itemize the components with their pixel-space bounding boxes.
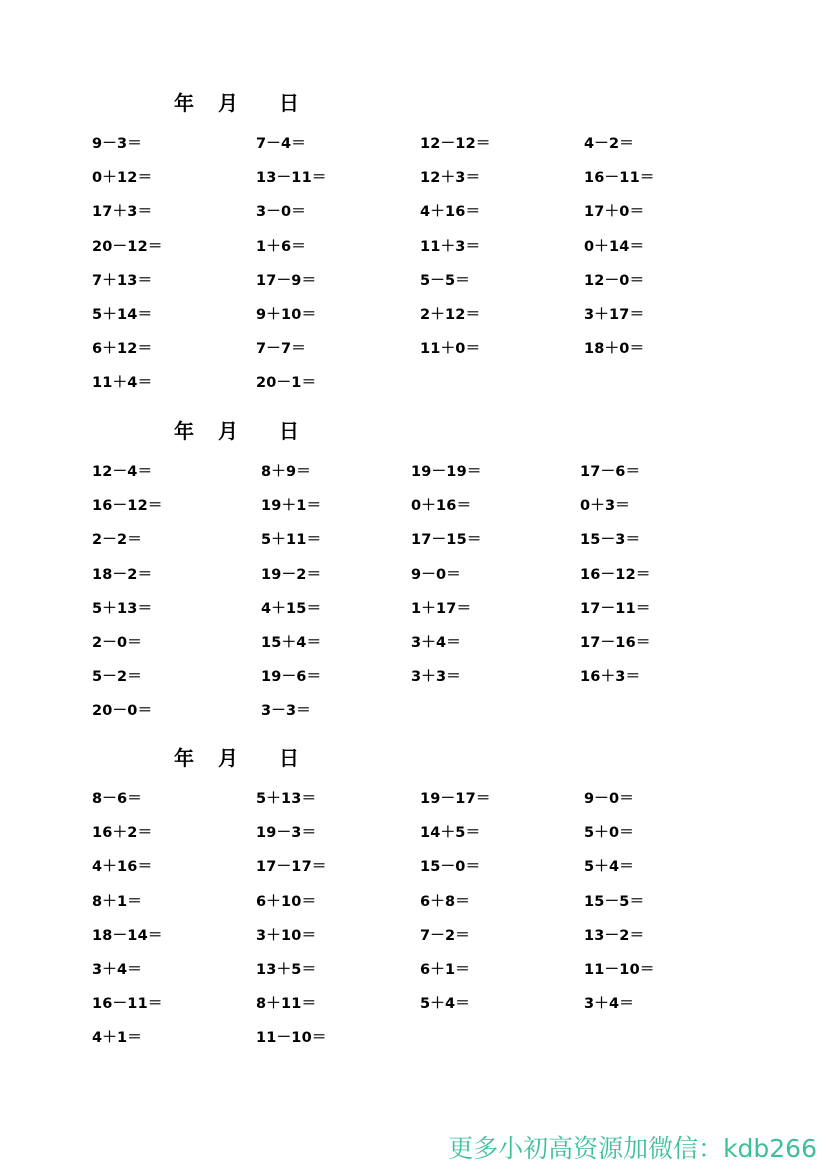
math-problem: 19－2＝ <box>261 566 322 583</box>
math-problem: 3＋4＝ <box>584 996 634 1013</box>
math-problem: 8＋1＝ <box>92 893 142 910</box>
math-problem: 5＋13＝ <box>256 791 317 807</box>
math-problem: 5＋4＝ <box>420 996 470 1013</box>
date-day-label: 日 <box>279 419 299 443</box>
math-problem: 13＋5＝ <box>256 962 317 978</box>
math-problem: 16－11＝ <box>584 170 655 187</box>
math-problem: 1＋17＝ <box>411 600 472 617</box>
math-problem: 11－10＝ <box>584 962 655 978</box>
math-problem: 15＋4＝ <box>261 635 322 651</box>
math-problem: 15－3＝ <box>580 532 641 549</box>
math-problem: 0＋3＝ <box>580 498 630 515</box>
math-problem: 17－9＝ <box>256 272 317 289</box>
date-month-label: 月 <box>218 91 238 115</box>
date-day-label: 日 <box>279 91 299 115</box>
math-problem: 6＋12＝ <box>92 341 153 358</box>
math-problem: 17＋0＝ <box>584 204 645 221</box>
math-problem: 7－7＝ <box>256 341 306 358</box>
date-year-label: 年 <box>174 419 194 443</box>
math-problem: 6＋1＝ <box>420 962 470 978</box>
math-problem: 4＋1＝ <box>92 1030 142 1047</box>
math-problem: 3＋17＝ <box>584 307 645 323</box>
date-month-label: 月 <box>218 746 238 770</box>
math-problem: 18－14＝ <box>92 927 163 944</box>
math-problem: 5＋11＝ <box>261 532 322 549</box>
math-problem: 19－3＝ <box>256 825 317 842</box>
math-problem: 4＋16＝ <box>92 859 153 876</box>
math-problem: 11＋0＝ <box>420 341 481 358</box>
math-problem: 20－1＝ <box>256 375 317 392</box>
math-problem: 9－0＝ <box>584 791 634 807</box>
math-problem: 16＋3＝ <box>580 669 641 686</box>
math-problem: 5＋13＝ <box>92 600 153 617</box>
math-problem: 17－15＝ <box>411 532 482 549</box>
math-problem: 3＋4＝ <box>411 635 461 651</box>
math-problem: 20－0＝ <box>92 703 153 720</box>
math-problem: 19－17＝ <box>420 791 491 807</box>
math-problem: 7－2＝ <box>420 927 470 944</box>
math-problem: 13－2＝ <box>584 927 645 944</box>
math-problem: 5＋0＝ <box>584 825 634 842</box>
date-month-label: 月 <box>218 419 238 443</box>
math-problem: 16－12＝ <box>92 498 163 515</box>
math-problem: 12＋3＝ <box>420 170 481 187</box>
footer-watermark: 更多小初高资源加微信：kdb266 <box>448 1134 817 1163</box>
math-problem: 9－0＝ <box>411 566 461 583</box>
math-problem: 19－6＝ <box>261 669 322 686</box>
math-problem: 4－2＝ <box>584 136 634 152</box>
math-problem: 4＋15＝ <box>261 600 322 617</box>
math-problem: 7－4＝ <box>256 136 306 152</box>
math-problem: 3＋3＝ <box>411 669 461 686</box>
math-problem: 2＋12＝ <box>420 307 481 323</box>
math-problem: 15－5＝ <box>584 893 645 910</box>
math-problem: 8－6＝ <box>92 791 142 807</box>
math-problem: 6＋10＝ <box>256 893 317 910</box>
math-problem: 5－2＝ <box>92 669 142 686</box>
math-problem: 18＋0＝ <box>584 341 645 358</box>
math-problem: 17－16＝ <box>580 635 651 651</box>
math-problem: 5＋14＝ <box>92 307 153 323</box>
math-problem: 13－11＝ <box>256 170 327 187</box>
math-problem: 12－4＝ <box>92 464 153 480</box>
math-problem: 3－3＝ <box>261 703 311 720</box>
math-problem: 12－0＝ <box>584 272 645 289</box>
math-problem: 11＋3＝ <box>420 238 481 255</box>
math-problem: 19－19＝ <box>411 464 482 480</box>
math-problem: 3－0＝ <box>256 204 306 221</box>
math-problem: 0＋16＝ <box>411 498 472 515</box>
math-problem: 6＋8＝ <box>420 893 470 910</box>
math-problem: 17－6＝ <box>580 464 641 480</box>
math-problem: 20－12＝ <box>92 238 163 255</box>
math-problem: 3＋10＝ <box>256 927 317 944</box>
math-problem: 0＋14＝ <box>584 238 645 255</box>
math-problem: 16－12＝ <box>580 566 651 583</box>
math-problem: 2－0＝ <box>92 635 142 651</box>
math-problem: 17－17＝ <box>256 859 327 876</box>
math-problem: 17＋3＝ <box>92 204 153 221</box>
math-problem: 9＋10＝ <box>256 307 317 323</box>
math-problem: 4＋16＝ <box>420 204 481 221</box>
math-problem: 3＋4＝ <box>92 962 142 978</box>
date-year-label: 年 <box>174 746 194 770</box>
math-problem: 0＋12＝ <box>92 170 153 187</box>
math-problem: 11－10＝ <box>256 1030 327 1047</box>
math-problem: 12－12＝ <box>420 136 491 152</box>
math-problem: 17－11＝ <box>580 600 651 617</box>
math-problem: 16－11＝ <box>92 996 163 1013</box>
date-day-label: 日 <box>279 746 299 770</box>
math-problem: 8＋9＝ <box>261 464 311 480</box>
math-problem: 9－3＝ <box>92 136 142 152</box>
math-problem: 14＋5＝ <box>420 825 481 842</box>
math-problem: 8＋11＝ <box>256 996 317 1013</box>
math-problem: 16＋2＝ <box>92 825 153 842</box>
math-problem: 15－0＝ <box>420 859 481 876</box>
math-problem: 11＋4＝ <box>92 375 153 392</box>
date-year-label: 年 <box>174 91 194 115</box>
math-problem: 18－2＝ <box>92 566 153 583</box>
math-problem: 7＋13＝ <box>92 272 153 289</box>
math-problem: 5－5＝ <box>420 272 470 289</box>
math-problem: 1＋6＝ <box>256 238 306 255</box>
math-problem: 2－2＝ <box>92 532 142 549</box>
math-problem: 5＋4＝ <box>584 859 634 876</box>
math-problem: 19＋1＝ <box>261 498 322 515</box>
